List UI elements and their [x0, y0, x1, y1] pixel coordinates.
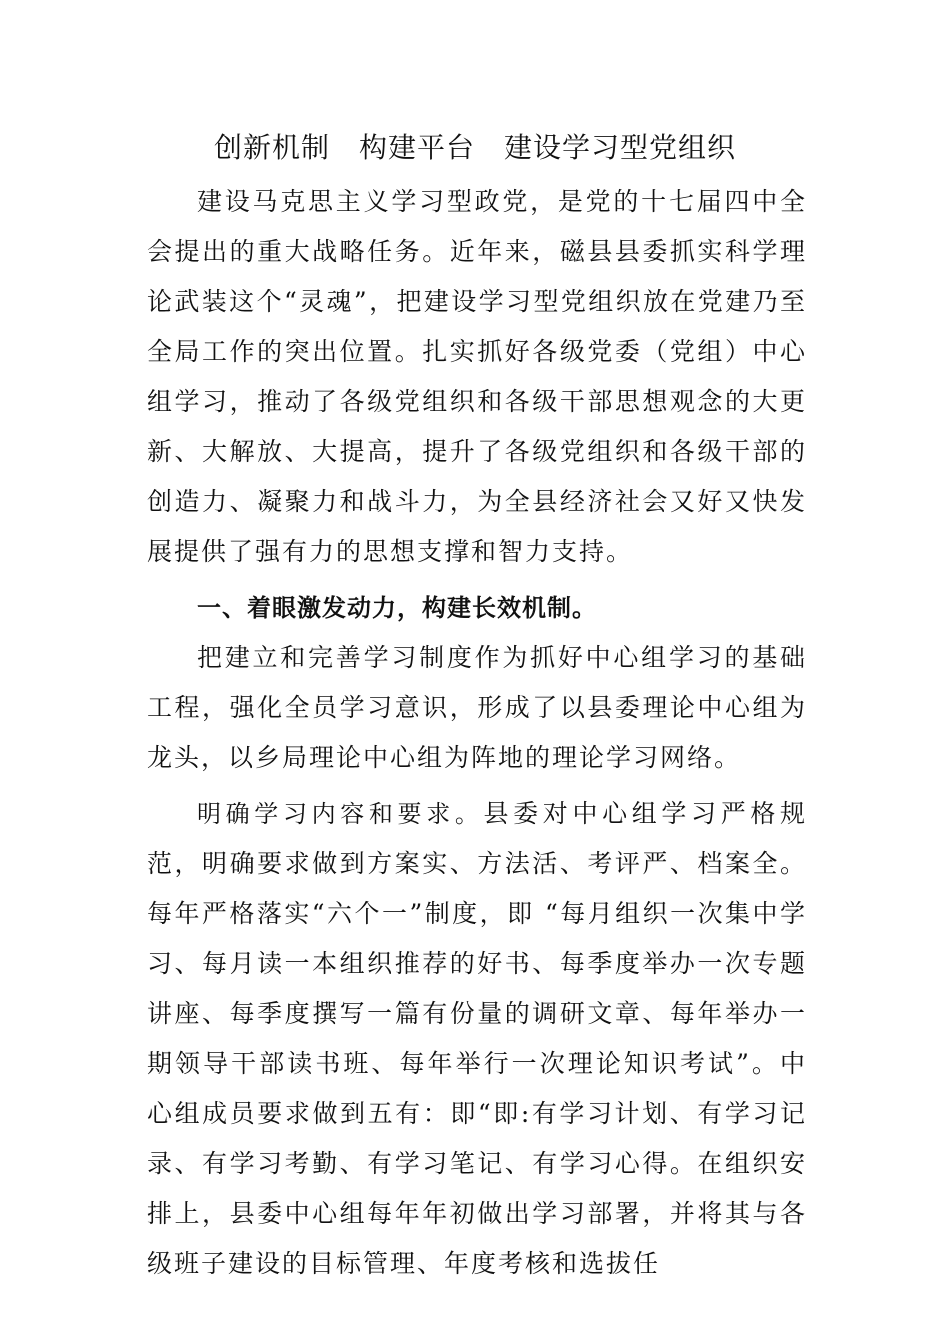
document-body: [147, 177, 807, 1289]
document-title: 创新机制 构建平台 建设学习型党组织: [213, 131, 736, 164]
subsection-lead: 明确学习内容和要求。: [197, 800, 484, 828]
section-paragraph: 把建立和完善学习制度作为抓好中心组学习的基础工程，强化全员学习意识，形成了以县委理论中心组为龙头，以乡局理论中心组为阵地的理论学习网络。: [147, 643, 807, 772]
intro-paragraph: 建设马克思主义学习型政党，是党的十七届四中全会提出的重大战略任务。近年来，磁县县委抓实科学理论武装这个“灵魂”，把建设学习型党组织放在党建乃至全局工作的突出位置。扎实抓好各级党委（党组）中心组学习，推动了各级党组织和各级干部思想观念的大更新、大解放、大提高，提升了各级党组织和各级干部的创造力、凝聚力和战斗力，为全县经济社会又好又快发展提供了强有力的思想支撑和智力支持。: [147, 187, 807, 566]
subsection-text: 县委对中心组学习严格规范，明确要求做到方案实、方法活、考评严、档案全。每年严格落实“六个一”制度，即 “每月组织一次集中学习、每月读一本组织推荐的好书、每季度举办一次专题讲座、每季度撰写一篇有份量的调研文章、每年举办一期领导干部读书班、每年举行一次理论知识考试”。中心组成员要求做到五有：即“即:有学习计划、有学习记录、有学习考勤、有学习笔记、有学习心得。在组织安排上，县委中心组每年年初做出学习部署，并将其与各级班子建设的目标管理、年度考核和选拔任: [147, 799, 807, 1278]
section-heading: 一、着眼激发动力，构建长效机制。: [197, 594, 597, 622]
subsection-paragraph: [147, 789, 807, 1289]
